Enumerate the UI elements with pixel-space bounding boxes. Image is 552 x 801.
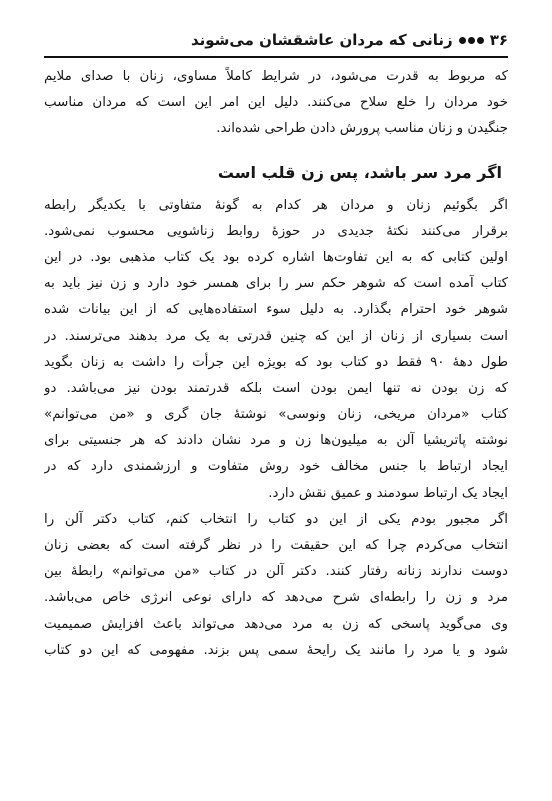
text-line: مرد و زن را رابطه‌ای شرح می‌دهد که دارای نوعی انرژی خاص می‌باشد. (44, 590, 508, 606)
text-line: اگر مجبور بودم یکی از این دو کتاب را انتخاب کنم، کتاب دکتر آلن را (44, 511, 508, 527)
text-line: وی می‌گوید پاسخی که زن به مرد می‌دهد می‌تواند باعث افزایش صمیمیت (44, 616, 508, 632)
running-title: زنانی که مردان عاشقشان می‌شوند (190, 31, 453, 49)
text-line: ایجاد یک ارتباط سودمند و عمیق نقش دارد. (268, 485, 508, 501)
text-line: کتاب آمده است که شوهر حکم سر را برای همسر خود دارد و زن نیز باید به (44, 276, 508, 292)
text-line: کتاب «مردان مریخی، زنان ونوسی» نوشتهٔ جان گری و «من می‌توانم» (44, 407, 508, 423)
section-heading: اگر مرد سر باشد، پس زن قلب است (217, 162, 502, 182)
text-line: شود و یا مرد را مانند یک رایحهٔ سمی پس بزند. مفهومی که این دو کتاب (44, 642, 508, 658)
text-line: شوهر خود احترام بگذارد. به دلیل سوء استفاده‌هایی که از این بیانات شده (44, 302, 508, 318)
text-line: که مربوط به قدرت می‌شود، در شرایط کاملاً مساوی، زنان با صدای ملایم (44, 69, 508, 84)
paragraph-2 (44, 193, 508, 507)
text-line: انتخاب می‌کردم چرا که این حقیقت را در نظر گرفته است که بعضی زنان (44, 538, 508, 553)
running-header (44, 26, 508, 54)
text-line: طول دههٔ ۹۰ فقط دو کتاب بود که بویژه این جرأت را داشت به زنان بگوید (44, 354, 508, 370)
text-line: نوشته پاتریشیا آلن به میلیون‌ها زن و مرد نشان دادند که هر جنسیتی برای (44, 433, 508, 449)
text-line: اگر بگوئیم زنان و مردان هر کدام به گونهٔ متفاوتی با یکدیگر رابطه (44, 197, 508, 213)
header-dots-ornament (459, 37, 484, 44)
header-rule (44, 56, 508, 58)
text-line: برقرار می‌کنند نکتهٔ جدیدی در حوزهٔ روابط زناشویی محسوب نمی‌شود. (44, 223, 508, 239)
text-line: که زن بودن نه تنها ایمن بودن است بلکه قدرتمند بودن نیز می‌باشد. دو (44, 380, 508, 396)
text-line: است بسیاری از زنان از این که چنین قدرتی به یک مرد بدهند می‌ترسند. در (44, 328, 508, 344)
text-line: جنگیدن و زنان مناسب پرورش دادن طراحی شده‌اند. (216, 121, 508, 137)
page-number: ۳۶ (489, 31, 508, 49)
text-line: اولین کتابی که به این تفاوت‌ها اشاره کرده بود یک کتاب مذهبی بود. در این (44, 249, 508, 265)
paragraph-1 (44, 64, 508, 143)
text-line: ایجاد ارتباط با جنس مخالف خود روش متفاوت و ارزشمندی دارد که در (44, 459, 508, 475)
paragraph-3 (44, 507, 508, 664)
text-line: دوست ندارند زنانه رفتار کنند. دکتر آلن در کتاب «من می‌توانم» رابطهٔ بین (44, 564, 508, 580)
body-text (44, 64, 508, 664)
text-line: خود مردان را خلع سلاح می‌کنند. دلیل این امر این است که مردان مناسب (44, 95, 508, 111)
